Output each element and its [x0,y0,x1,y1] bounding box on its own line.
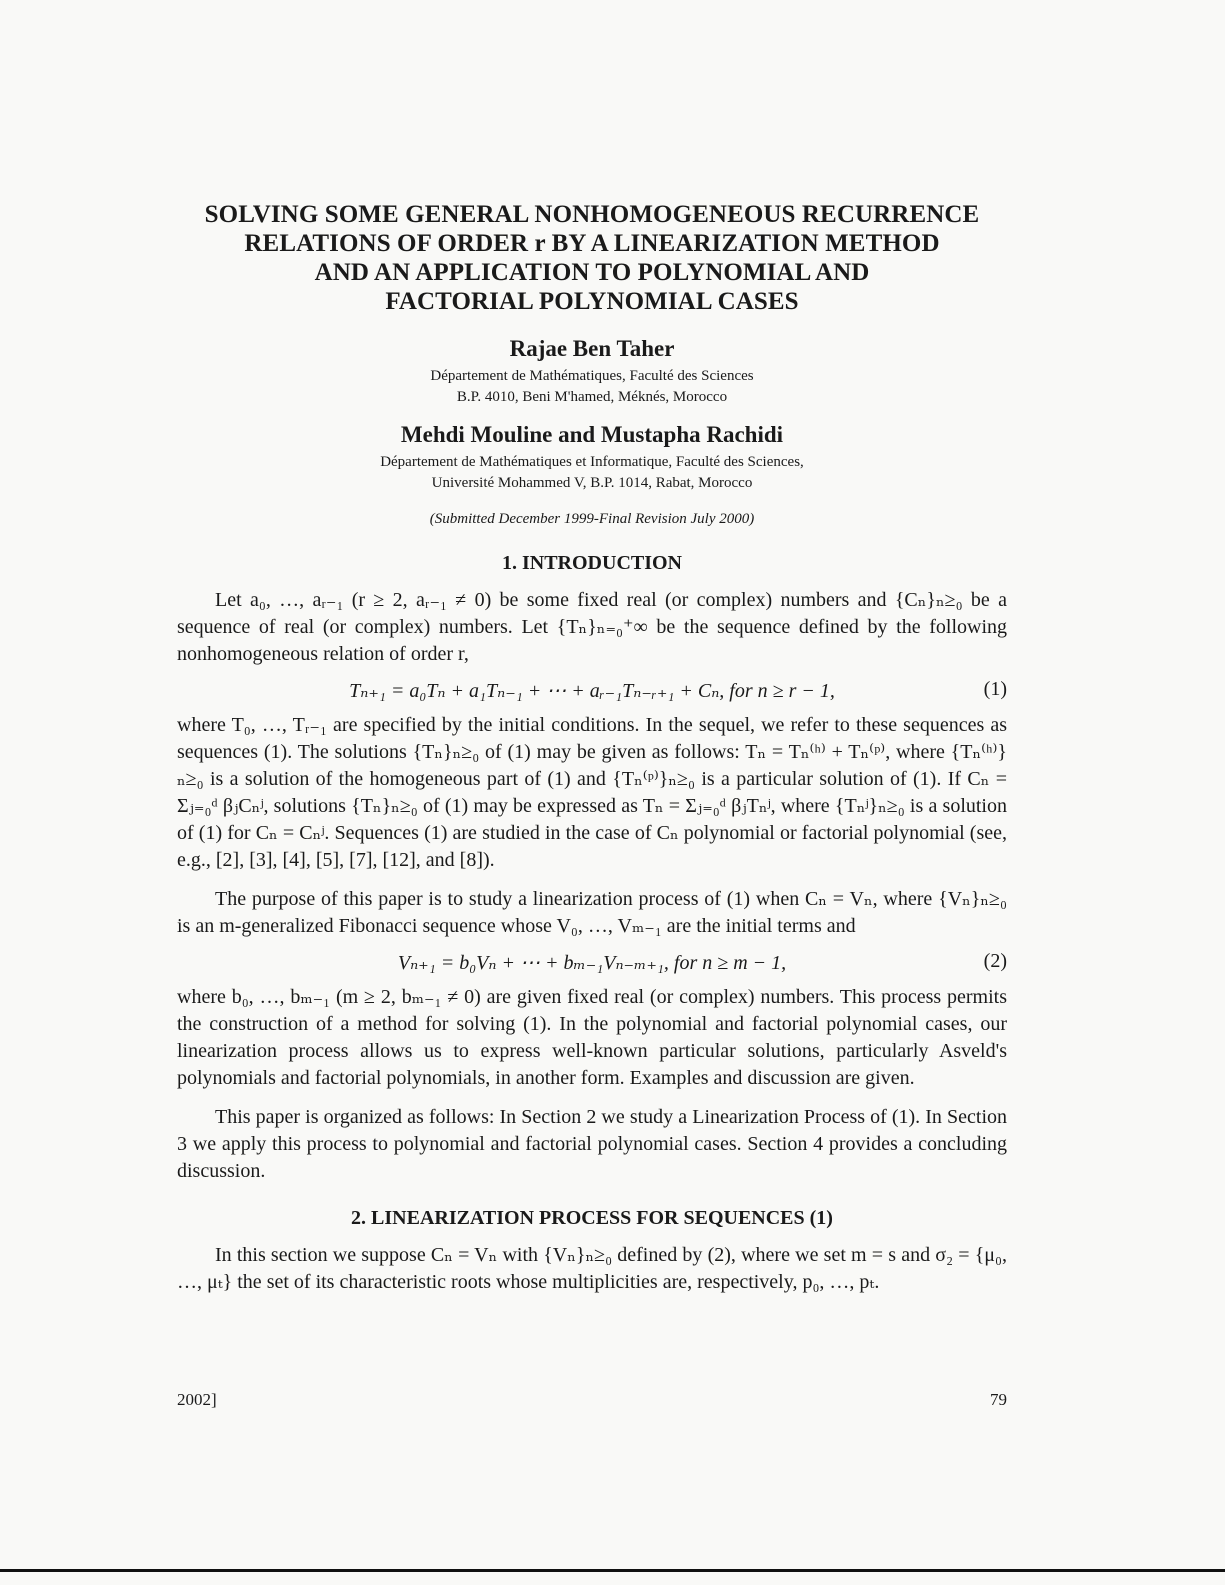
equation-1-number: (1) [983,678,1007,700]
intro-paragraph-1: Let a₀, …, aᵣ₋₁ (r ≥ 2, aᵣ₋₁ ≠ 0) be some fixed real (or complex) numbers and {Cₙ}ₙ≥₀ be a sequence of real (or complex) numbers. Let {Tₙ}ₙ₌₀⁺∞ be the sequence defined by the following nonhomogeneous relation of order r, [177,589,1007,665]
author-2-affiliation-1: Département de Mathématiques et Informatique, Faculté des Sciences, [380,454,804,470]
page-number: 79 [990,1390,1007,1409]
author-2-name: Mehdi Mouline and Mustapha Rachidi [400,422,784,447]
footer-year: 2002] [177,1390,217,1409]
section-1-heading: 1. INTRODUCTION [501,552,683,574]
paper-title-line-2: RELATIONS OF ORDER r BY A LINEARIZATION METHOD [244,230,940,257]
section-2-paragraph-1: In this section we suppose Cₙ = Vₙ with {Vₙ}ₙ≥₀ defined by (2), where we set m = s and σ₂ = {μ₀, …, μₜ} the set of its characteristic roots whose multiplicities are, respectively, p₀, …, pₜ. [177,1244,1007,1293]
author-2-affiliation-2: Université Mohammed V, B.P. 1014, Rabat, Morocco [431,475,753,491]
intro-paragraph-5: This paper is organized as follows: In Section 2 we study a Linearization Process of (1). In Section 3 we apply this process to polynomial and factorial polynomial cases. Section 4 provides a concluding discussion. [177,1106,1007,1182]
equation-1-text: Tₙ₊₁ = a₀Tₙ + a₁Tₙ₋₁ + ⋯ + aᵣ₋₁Tₙ₋ᵣ₊₁ + Cₙ, for n ≥ r − 1, [349,680,835,702]
submission-dates: (Submitted December 1999-Final Revision July 2000) [429,511,755,527]
equation-2 [177,940,1007,984]
author-1-affiliation-2: B.P. 4010, Beni M'hamed, Méknés, Morocco [456,389,728,405]
equation-2-text: Vₙ₊₁ = b₀Vₙ + ⋯ + bₘ₋₁Vₙ₋ₘ₊₁, for n ≥ m − 1, [397,952,787,974]
paper-title-line-4: FACTORIAL POLYNOMIAL CASES [385,288,799,315]
section-2-heading: 2. LINEARIZATION PROCESS FOR SEQUENCES (1) [351,1207,833,1229]
equation-2-number: (2) [983,950,1007,972]
intro-paragraph-4: where b₀, …, bₘ₋₁ (m ≥ 2, bₘ₋₁ ≠ 0) are given fixed real (or complex) numbers. This process permits the construction of a method for solving (1). In the polynomial and factorial polynomial cases, our linearization process allows us to express well-known particular solutions, particularly Asveld's polynomials and factorial polynomials, in another form. Examples and discussion are given. [177,986,1007,1089]
author-1-affiliation-1: Département de Mathématiques, Faculté des Sciences [430,368,754,384]
paper-title-line-3: AND AN APPLICATION TO POLYNOMIAL AND [314,259,870,286]
equation-1 [177,668,1007,712]
author-1-name: Rajae Ben Taher [509,336,675,361]
paper-title-line-1: SOLVING SOME GENERAL NONHOMOGENEOUS RECURRENCE [204,201,980,228]
intro-paragraph-3: The purpose of this paper is to study a linearization process of (1) when Cₙ = Vₙ, where {Vₙ}ₙ≥₀ is an m-generalized Fibonacci sequence whose V₀, …, Vₘ₋₁ are the initial terms and [177,888,1007,937]
intro-paragraph-2: where T₀, …, Tᵣ₋₁ are specified by the initial conditions. In the sequel, we refer to these sequences as sequences (1). The solutions {Tₙ}ₙ≥₀ of (1) may be given as follows: Tₙ = Tₙ⁽ʰ⁾ + Tₙ⁽ᵖ⁾, where {Tₙ⁽ʰ⁾}ₙ≥₀ is a solution of the homogeneous part of (1) and {Tₙ⁽ᵖ⁾}ₙ≥₀ is a particular solution of (1). If Cₙ = Σⱼ₌₀ᵈ βⱼCₙʲ, solutions {Tₙ}ₙ≥₀ of (1) may be expressed as Tₙ = Σⱼ₌₀ᵈ βⱼTₙʲ, where {Tₙʲ}ₙ≥₀ is a solution of (1) for Cₙ = Cₙʲ. Sequences (1) are studied in the case of Cₙ polynomial or factorial polynomial (see, e.g., [2], [3], [4], [5], [7], [12], and [8]). [177,714,1007,871]
scan-bottom-edge [0,1569,1225,1572]
page-content [177,200,1007,1296]
